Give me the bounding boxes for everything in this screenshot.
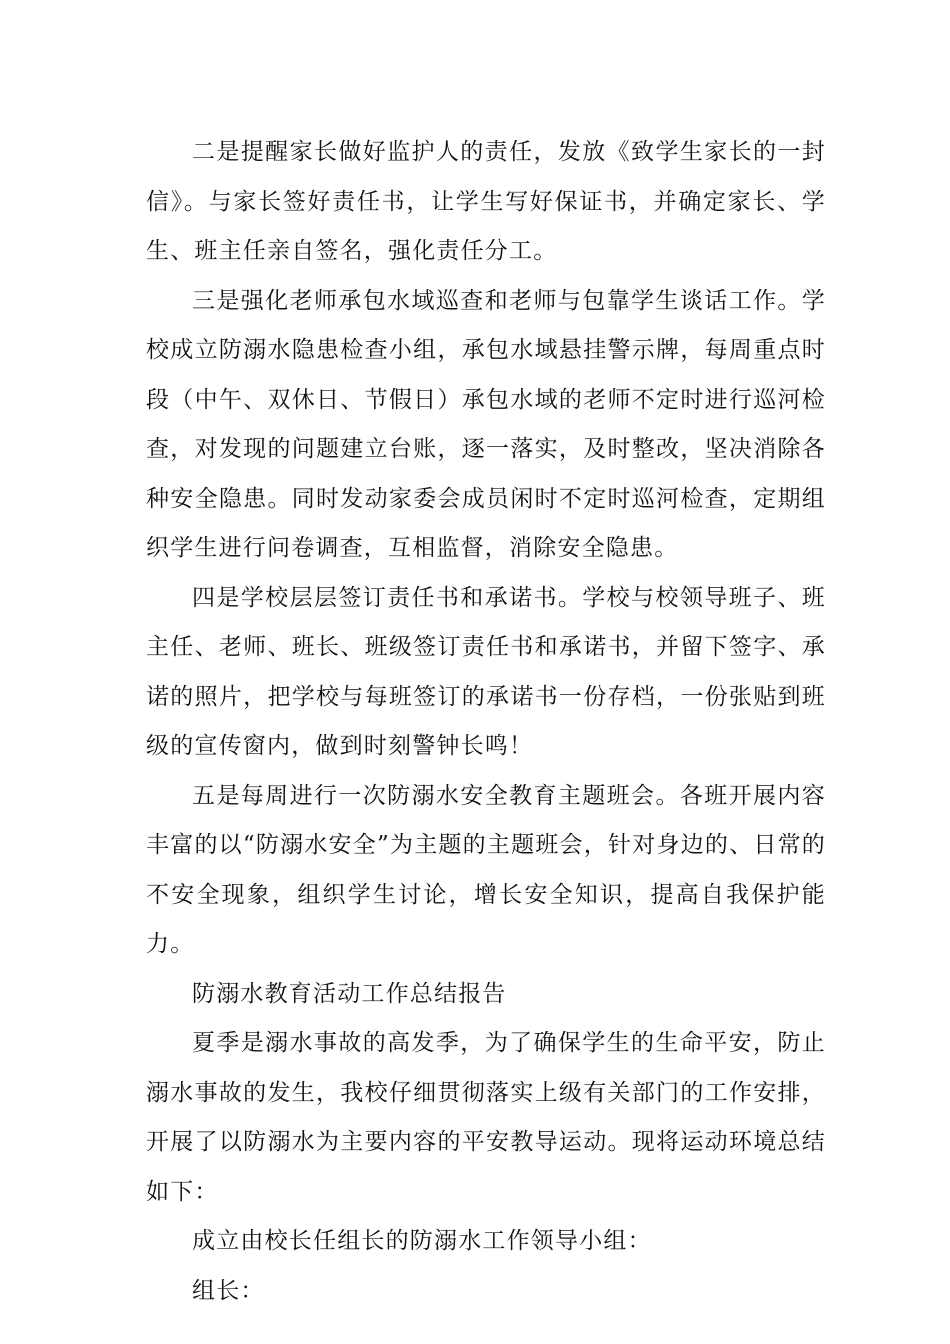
report-title: 防溺水教育活动工作总结报告 bbox=[192, 980, 507, 1007]
paragraph-leadership-group: 成立由校长任组长的防溺水工作领导小组： bbox=[192, 1228, 652, 1254]
document-body bbox=[146, 128, 826, 1316]
paragraph-commitment: 四是学校层层签订责任书和承诺书。学校与校领导班子、班主任、老师、班长、班级签订责任书和承诺书，并留下签字、承诺的照片，把学校与每班签订的承诺书一份存档，一份张贴到班级的宣传窗内，做到时刻警钟长鸣！ bbox=[146, 584, 826, 759]
paragraph-responsibility: 二是提醒家长做好监护人的责任，发放《致学生家长的一封信》。与家长签好责任书，让学生写好保证书，并确定家长、学生、班主任亲自签名，强化责任分工。 bbox=[146, 139, 826, 264]
paragraph-class-meeting: 五是每周进行一次防溺水安全教育主题班会。各班开展内容丰富的以“防溺水安全”为主题的主题班会，针对身边的、日常的不安全现象，组织学生讨论，增长安全知识，提高自我保护能力。 bbox=[146, 782, 826, 957]
paragraph-summary-intro: 夏季是溺水事故的高发季，为了确保学生的生命平安，防止溺水事故的发生，我校仔细贯彻落实上级有关部门的工作安排，开展了以防溺水为主要内容的平安教导运动。现将运动环境总结如下： bbox=[146, 1030, 826, 1205]
paragraph-inspection: 三是强化老师承包水域巡查和老师与包靠学生谈话工作。学校成立防溺水隐患检查小组，承包水域悬挂警示牌，每周重点时段（中午、双休日、节假日）承包水域的老师不定时进行巡河检查，对发现的问题建立台账，逐一落实，及时整改，坚决消除各种安全隐患。同时发动家委会成员闲时不定时巡河检查，定期组织学生进行问卷调查，互相监督，消除安全隐患。 bbox=[146, 287, 826, 561]
paragraph-group-leader: 组长： bbox=[192, 1277, 265, 1304]
